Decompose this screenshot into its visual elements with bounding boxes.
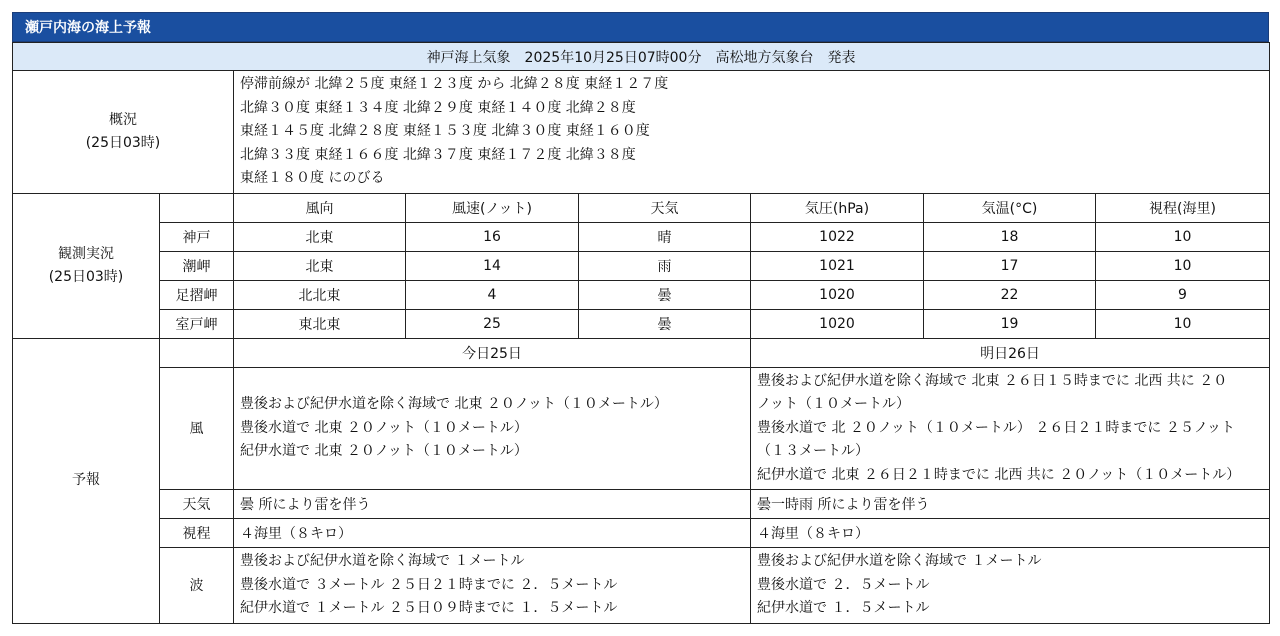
station-name: 神戸 (160, 222, 234, 251)
col-header-today: 今日25日 (234, 338, 751, 367)
station-name: 室戸岬 (160, 309, 234, 338)
cell-weather: 曇 (579, 309, 751, 338)
cell-wind-direction: 北北東 (234, 280, 406, 309)
cell-temperature: 19 (924, 309, 1096, 338)
wind-tomorrow (751, 367, 1270, 490)
waves-tomorrow (751, 548, 1270, 624)
weather-tomorrow: 曇一時雨 所により雷を伴う (751, 490, 1270, 519)
header-blank (160, 193, 234, 222)
observation-row (13, 222, 1270, 251)
waves-tomorrow-line: 紀伊水道で １．５メートル (757, 600, 930, 616)
col-header-pressure: 気圧(hPa) (751, 193, 924, 222)
overview-label-cell (13, 71, 234, 194)
forecast-label: 予報 (13, 338, 160, 623)
cell-weather: 晴 (579, 222, 751, 251)
waves-today-line: 紀伊水道で １メートル ２５日０９時までに １．５メートル (240, 600, 618, 616)
cell-visibility: 9 (1096, 280, 1270, 309)
wind-today-line: 豊後および紀伊水道を除く海域で 北東 ２０ノット（１０メートル） (240, 396, 668, 412)
observations-label-cell (13, 193, 160, 338)
col-header-wind-speed: 風速(ノット) (406, 193, 579, 222)
cell-temperature: 17 (924, 251, 1096, 280)
wind-tomorrow-line: 豊後水道で 北 ２０ノット（１０メートル） ２６日２１時までに ２５ノット (757, 419, 1235, 436)
wind-label: 風 (160, 367, 234, 490)
observation-row (13, 251, 1270, 280)
cell-temperature: 18 (924, 222, 1096, 251)
cell-wind-direction: 東北東 (234, 309, 406, 338)
weather-today: 曇 所により雷を伴う (234, 490, 751, 519)
waves-today (234, 548, 751, 624)
overview-line: 東経１８０度 にのびる (240, 170, 385, 186)
overview-time: (25日03時) (85, 134, 161, 151)
visibility-today: ４海里（８キロ） (234, 519, 751, 548)
cell-temperature: 22 (924, 280, 1096, 309)
observations-time: (25日03時) (48, 268, 124, 285)
waves-tomorrow-line: 豊後水道で ２．５メートル (757, 576, 930, 593)
waves-label: 波 (160, 548, 234, 624)
station-name: 足摺岬 (160, 280, 234, 309)
weather-label: 天気 (160, 490, 234, 519)
col-header-temperature: 気温(°C) (924, 193, 1096, 222)
cell-weather: 曇 (579, 280, 751, 309)
overview-line: 北緯３０度 東経１３４度 北緯２９度 東経１４０度 北緯２８度 (240, 99, 636, 116)
col-header-wind-direction: 風向 (234, 193, 406, 222)
cell-wind-speed: 25 (406, 309, 579, 338)
issuance-header: 神戸海上気象 2025年10月25日07時00分 高松地方気象台 発表 (13, 43, 1270, 71)
wind-today-line: 紀伊水道で 北東 ２０ノット（１０メートル） (240, 443, 528, 459)
wind-tomorrow-line: ノット（１０メートル） (757, 396, 911, 412)
wind-tomorrow-line: 紀伊水道で 北東 ２６日２１時までに 北西 共に ２０ノット（１０メートル） (757, 466, 1241, 483)
wind-tomorrow-line: 豊後および紀伊水道を除く海域で 北東 ２６日１５時までに 北西 共に ２０ (757, 372, 1228, 389)
overview-line: 北緯３３度 東経１６６度 北緯３７度 東経１７２度 北緯３８度 (240, 146, 636, 163)
cell-pressure: 1020 (751, 309, 924, 338)
cell-weather: 雨 (579, 251, 751, 280)
observation-row (13, 309, 1270, 338)
visibility-tomorrow: ４海里（８キロ） (751, 519, 1270, 548)
cell-wind-speed: 14 (406, 251, 579, 280)
cell-wind-speed: 16 (406, 222, 579, 251)
overview-text (234, 71, 1270, 194)
forecast-document (12, 12, 1269, 624)
cell-wind-speed: 4 (406, 280, 579, 309)
cell-visibility: 10 (1096, 251, 1270, 280)
cell-wind-direction: 北東 (234, 222, 406, 251)
overview-line: 東経１４５度 北緯２８度 東経１５３度 北緯３０度 東経１６０度 (240, 123, 650, 139)
observation-row (13, 280, 1270, 309)
col-header-visibility: 視程(海里) (1096, 193, 1270, 222)
waves-today-line: 豊後および紀伊水道を除く海域で １メートル (240, 553, 525, 569)
cell-wind-direction: 北東 (234, 251, 406, 280)
visibility-label: 視程 (160, 519, 234, 548)
waves-tomorrow-line: 豊後および紀伊水道を除く海域で １メートル (757, 553, 1042, 569)
overview-line: 停滞前線が 北緯２５度 東経１２３度 から 北緯２８度 東経１２７度 (240, 76, 669, 92)
forecast-table (12, 42, 1270, 624)
wind-tomorrow-line: （１３メートル） (757, 443, 869, 459)
waves-today-line: 豊後水道で ３メートル ２５日２１時までに ２．５メートル (240, 576, 618, 593)
cell-visibility: 10 (1096, 309, 1270, 338)
overview-label: 概況 (109, 111, 137, 128)
col-header-tomorrow: 明日26日 (751, 338, 1270, 367)
cell-visibility: 10 (1096, 222, 1270, 251)
col-header-weather: 天気 (579, 193, 751, 222)
cell-pressure: 1020 (751, 280, 924, 309)
observations-label: 観測実況 (58, 245, 114, 262)
station-name: 潮岬 (160, 251, 234, 280)
wind-today-line: 豊後水道で 北東 ２０ノット（１０メートル） (240, 419, 528, 436)
wind-today (234, 367, 751, 490)
page-title: 瀬戸内海の海上予報 (12, 12, 1269, 42)
cell-pressure: 1021 (751, 251, 924, 280)
header-blank (160, 338, 234, 367)
cell-pressure: 1022 (751, 222, 924, 251)
